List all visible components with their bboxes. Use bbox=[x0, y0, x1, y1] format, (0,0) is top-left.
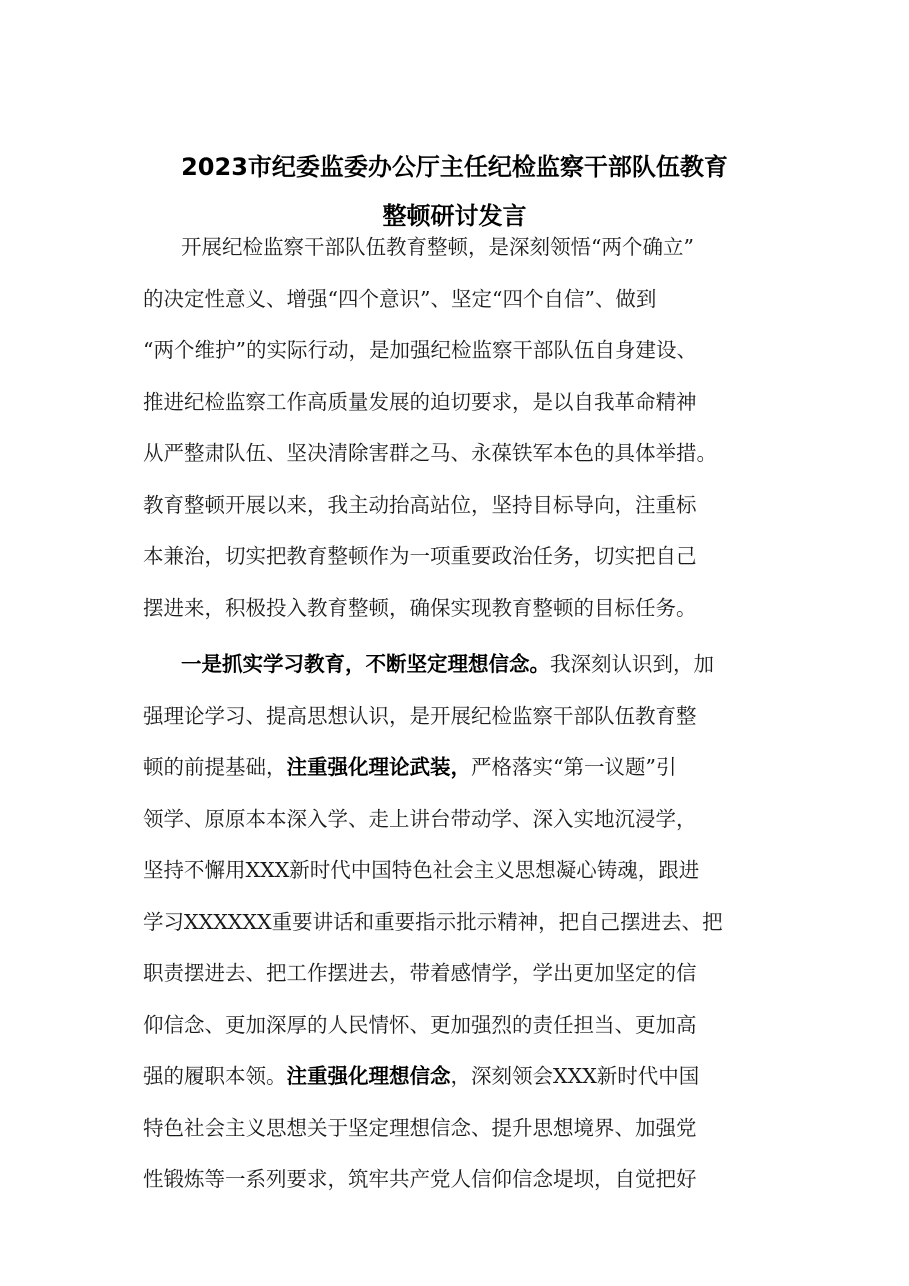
text-line: 开展纪检监察干部队伍教育整顿，是深刻领悟“两个确立” bbox=[181, 235, 694, 259]
text-line bbox=[143, 1051, 783, 1103]
text-line: 仰信念、更加深厚的人民情怀、更加强烈的责任担当、更加高 bbox=[143, 1012, 697, 1037]
emphasis-text: 注重强化理想信念 bbox=[286, 1064, 451, 1088]
paragraph-study-education bbox=[143, 639, 783, 1206]
text-line: 特色社会主义思想关于坚定理想信念、提升思想境界、加强党 bbox=[143, 1115, 697, 1140]
section-heading: 一是抓实学习教育，不断坚定理想信念。 bbox=[181, 652, 550, 676]
text-span: 严格落实“第一议题”引 bbox=[471, 755, 677, 779]
text-line: 学习XXXXXX重要讲话和重要指示批示精神，把自己摆进去、把 bbox=[143, 909, 723, 934]
text-line: 强理论学习、提高思想认识，是开展纪检监察干部队伍教育整 bbox=[143, 703, 697, 728]
text-line: 坚持不懈用XXX新时代中国特色社会主义思想凝心铸魂，跟进 bbox=[143, 858, 700, 882]
text-line: 摆进来，积极投入教育整顿，确保实现教育整顿的目标任务。 bbox=[143, 595, 697, 620]
text-span: 我深刻认识到，加 bbox=[550, 652, 714, 676]
document-title-line-1: 2023市纪委监委办公厅主任纪检监察干部队伍教育 bbox=[181, 153, 728, 181]
text-line bbox=[143, 639, 783, 691]
text-line: 本兼治，切实把教育整顿作为一项重要政治任务，切实把自己 bbox=[143, 544, 697, 568]
text-line: 性锻炼等一系列要求，筑牢共产党人信仰信念堤坝，自觉把好 bbox=[143, 1167, 697, 1191]
text-line: 从严整肃队伍、坚决清除害群之马、永葆铁军本色的具体举措。 bbox=[143, 441, 717, 465]
document-title-line-2: 整顿研讨发言 bbox=[382, 202, 527, 230]
text-line: “两个维护”的实际行动，是加强纪检监察干部队伍自身建设、 bbox=[143, 338, 697, 362]
text-span: 强的履职本领。 bbox=[143, 1064, 287, 1088]
emphasis-text: 注重强化理论武装， bbox=[286, 755, 471, 779]
text-line: 教育整顿开展以来，我主动抬高站位，坚持目标导向，注重标 bbox=[143, 492, 697, 517]
text-span: 顿的前提基础， bbox=[143, 755, 287, 779]
paragraph-intro bbox=[143, 222, 783, 634]
text-line: 的决定性意义、增强“四个意识”、坚定“四个自信”、做到 bbox=[143, 286, 657, 311]
text-line bbox=[143, 742, 783, 794]
text-line: 推进纪检监察工作高质量发展的迫切要求，是以自我革命精神 bbox=[143, 389, 697, 414]
text-span: ，深刻领会XXX新时代中国 bbox=[450, 1064, 700, 1088]
text-line: 职责摆进去、把工作摆进去，带着感情学，学出更加坚定的信 bbox=[143, 961, 697, 985]
text-line: 领学、原原本本深入学、走上讲台带动学、深入实地沉浸学， bbox=[143, 806, 697, 831]
